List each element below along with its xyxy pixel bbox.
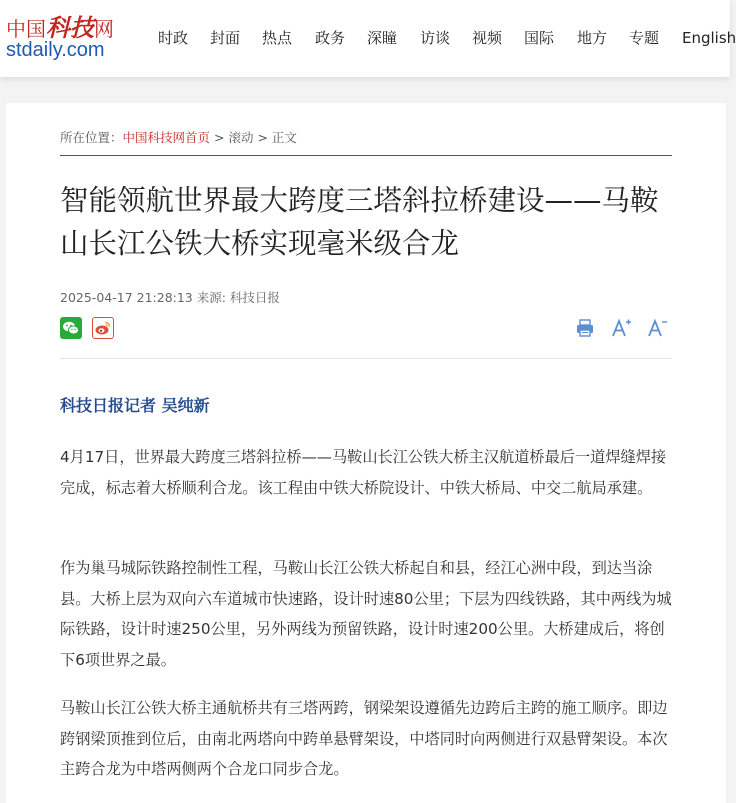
article-paragraph: 作为巢马城际铁路控制性工程，马鞍山长江公铁大桥起自和县，经江心洲中段，到达当涂县。大桥上层为双向六车道城市快速路，设计时速80公里；下层为四线铁路，其中两线为城际铁路，设计时速250公里，另外两线为预留铁路，设计时速200公里。大桥建成后，将创下6项世界之最。 bbox=[60, 559, 672, 669]
nav-item-hot[interactable]: 热点 bbox=[262, 29, 293, 47]
breadcrumb-divider bbox=[60, 155, 672, 156]
nav-item-local[interactable]: 地方 bbox=[577, 29, 608, 47]
nav-item-government[interactable]: 政务 bbox=[315, 29, 346, 47]
article-paragraph: 4月17日，世界最大跨度三塔斜拉桥——马鞍山长江公铁大桥主汉航道桥最后一道焊缝焊接完成，标志着大桥顺利合龙。该工程由中铁大桥院设计、中铁大桥局、中交二航局承建。 bbox=[60, 448, 667, 497]
print-icon[interactable] bbox=[574, 317, 596, 339]
article-title: 智能领航世界最大跨度三塔斜拉桥建设——马鞍山长江公铁大桥实现毫米级合龙 bbox=[60, 184, 659, 260]
logo-english: stdaily.com bbox=[6, 39, 105, 61]
site-header bbox=[0, 0, 736, 77]
breadcrumb-home-link[interactable]: 中国科技网首页 bbox=[122, 130, 211, 145]
meta-divider bbox=[60, 358, 672, 359]
wechat-icon[interactable] bbox=[60, 317, 82, 339]
article-paragraph: 马鞍山长江公铁大桥主通航桥共有三塔两跨，钢梁架设遵循先边跨后主跨的施工顺序。即边跨钢梁顶推到位后，由南北两塔向中跨单悬臂架设，中塔同时向两侧进行双悬臂架设。本次主跨合龙为中塔两侧两个合龙口同步合龙。 bbox=[60, 699, 668, 778]
breadcrumb-current: 正文 bbox=[271, 130, 297, 145]
article-card bbox=[6, 103, 726, 803]
font-decrease-icon[interactable] bbox=[646, 317, 668, 339]
nav-item-deep[interactable]: 深瞳 bbox=[367, 29, 398, 47]
weibo-icon[interactable] bbox=[92, 317, 114, 339]
logo-chinese: 中国科技网 bbox=[6, 13, 114, 42]
font-increase-icon[interactable] bbox=[610, 317, 632, 339]
nav-item-politics[interactable]: 时政 bbox=[158, 29, 189, 47]
site-logo[interactable] bbox=[6, 14, 116, 64]
article-meta: 2025-04-17 21:28:13 来源: 科技日报 bbox=[60, 290, 280, 305]
article-byline: 科技日报记者 吴纯新 bbox=[60, 396, 210, 415]
nav-item-cover[interactable]: 封面 bbox=[210, 29, 241, 47]
breadcrumb-section-link[interactable]: 滚动 bbox=[228, 130, 254, 145]
breadcrumb: 所在位置：中国科技网首页 > 滚动 > 正文 bbox=[60, 130, 297, 145]
nav-item-international[interactable]: 国际 bbox=[524, 29, 555, 47]
nav-item-interview[interactable]: 访谈 bbox=[420, 29, 451, 47]
nav-item-video[interactable]: 视频 bbox=[472, 29, 503, 47]
nav-item-special[interactable]: 专题 bbox=[629, 29, 660, 47]
nav-item-english[interactable]: English bbox=[682, 29, 736, 47]
